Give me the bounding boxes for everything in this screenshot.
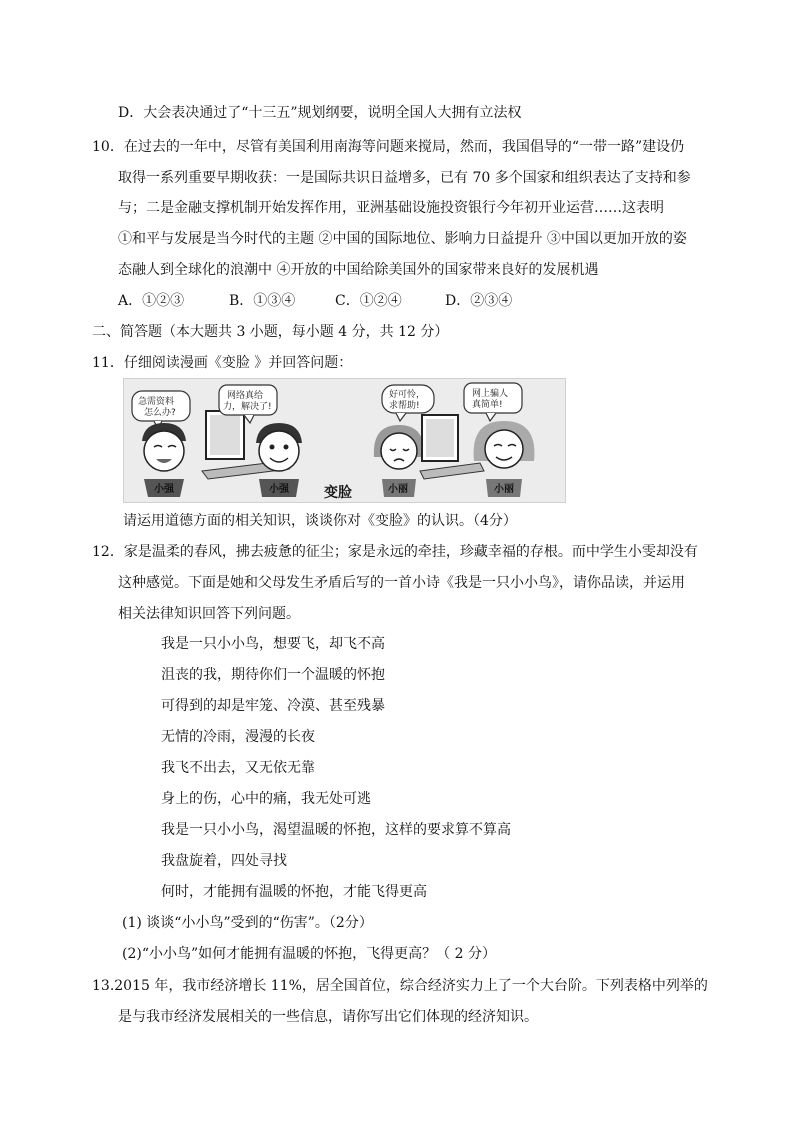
q13-text-1: 2015 年，我市经济增长 11%，居全国首位，综合经济实力上了一个大台阶。下列表格中列举的 bbox=[114, 978, 708, 994]
cartoon-label-4: 小丽 bbox=[494, 484, 514, 495]
q11-line bbox=[92, 354, 352, 372]
cartoon-label-1: 小强 bbox=[154, 484, 174, 495]
q12-line-3: 相关法律知识回答下列问题。 bbox=[118, 606, 300, 622]
section-heading: 二、简答题（本大题共 3 小题，每小题 4 分，共 12 分） bbox=[92, 324, 449, 340]
q10-option-a: A．①②③ bbox=[118, 293, 185, 309]
q10-line-4: ①和平与发展是当今时代的主题 ②中国的国际地位、影响力日益提升 ③中国以更加开放的姿 bbox=[118, 231, 687, 247]
poem-line: 何时，才能拥有温暖的怀抱，才能飞得更高 bbox=[161, 884, 427, 900]
q11-text: 仔细阅读漫画《变脸 》并回答问题： bbox=[123, 355, 353, 371]
poem-line: 可得到的却是牢笼、冷漠、甚至残暴 bbox=[161, 698, 385, 714]
q11-task: 请运用道德方面的相关知识，谈谈你对《变脸》的认识。（4分） bbox=[123, 513, 517, 529]
q10-line-1 bbox=[92, 138, 684, 156]
bubble1-line1: 急需资料 bbox=[138, 397, 175, 407]
bubble4-line2: 真简单! bbox=[472, 400, 503, 410]
q10-number: 10． bbox=[92, 139, 124, 155]
bubble2-line2: 力，解决了! bbox=[223, 402, 272, 412]
q10-text-1: 在过去的一年中，尽管有美国利用南海等问题来搅局，然而，我国倡导的“一带一路”建设仍 bbox=[123, 139, 685, 155]
q10-line-5: 态融人到全球化的浪潮中 ④开放的中国给除美国外的国家带来良好的发展机遇 bbox=[118, 262, 599, 278]
q11-number: 11． bbox=[92, 355, 124, 371]
poem-line: 无情的冷雨，漫漫的长夜 bbox=[161, 729, 315, 745]
poem-line: 我是一只小小鸟，想要飞，却飞不高 bbox=[161, 636, 385, 652]
q13-line-1 bbox=[92, 977, 708, 995]
bubble2-line1: 网络真给 bbox=[227, 391, 264, 401]
q10-option-d: D．②③④ bbox=[445, 293, 513, 309]
q10-line-3: 与；二是金融支撑机制开始发挥作用，亚洲基础设施投资银行今年初开业运营……这表明 bbox=[118, 200, 664, 216]
q12-number: 12． bbox=[92, 544, 124, 560]
poem-line: 身上的伤，心中的痛，我无处可逃 bbox=[161, 791, 371, 807]
q13-line-2: 是与我市经济发展相关的一些信息，请你写出它们体现的经济知识。 bbox=[118, 1009, 538, 1025]
q10-option-c: C．①②④ bbox=[335, 293, 402, 309]
q13-number: 13. bbox=[92, 978, 115, 994]
q12-line-2: 这种感觉。下面是她和父母发生矛盾后写的一首小诗《我是一只小小鸟》，请你品读，并运用 bbox=[118, 575, 685, 591]
cartoon-label-2: 小强 bbox=[269, 484, 289, 495]
poem-line: 我是一只小小鸟，渴望温暖的怀抱，这样的要求算不算高 bbox=[161, 822, 511, 838]
q10-option-b: B．①③④ bbox=[229, 293, 296, 309]
bubble3-line2: 求帮助! bbox=[389, 401, 420, 411]
q12-subquestion-1: (1) 谈谈“小小鸟”受到的“伤害”。（2分） bbox=[122, 915, 373, 931]
poem-line: 沮丧的我，期待你们一个温暖的怀抱 bbox=[161, 667, 385, 683]
bubble1-line2: 怎么办? bbox=[144, 408, 176, 418]
poem-line: 我飞不出去，又无依无靠 bbox=[161, 760, 315, 776]
cartoon-label-3: 小丽 bbox=[388, 484, 408, 495]
q12-text-1: 家是温柔的春风，拂去疲惫的征尘；家是永远的牵挂，珍藏幸福的存根。而中学生小雯却没有 bbox=[123, 544, 698, 560]
bubble3-line1: 好可怜， bbox=[389, 390, 426, 400]
q9-option-d: D．大会表决通过了“十三五”规划纲要，说明全国人大拥有立法权 bbox=[118, 105, 522, 121]
cartoon-title: 变脸 bbox=[324, 485, 352, 501]
bubble4-line1: 网上骗人 bbox=[472, 389, 509, 399]
poem-line: 我盘旋着，四处寻找 bbox=[161, 853, 287, 869]
cartoon-image bbox=[123, 378, 566, 503]
q12-subquestion-2: (2)“小小鸟”如何才能拥有温暖的怀抱，飞得更高？（ 2 分） bbox=[122, 946, 496, 962]
q10-line-2: 取得一系列重要早期收获：一是国际共识日益增多，已有 70 多个国家和组织表达了支持和参 bbox=[118, 170, 691, 186]
q12-line-1 bbox=[92, 543, 698, 561]
